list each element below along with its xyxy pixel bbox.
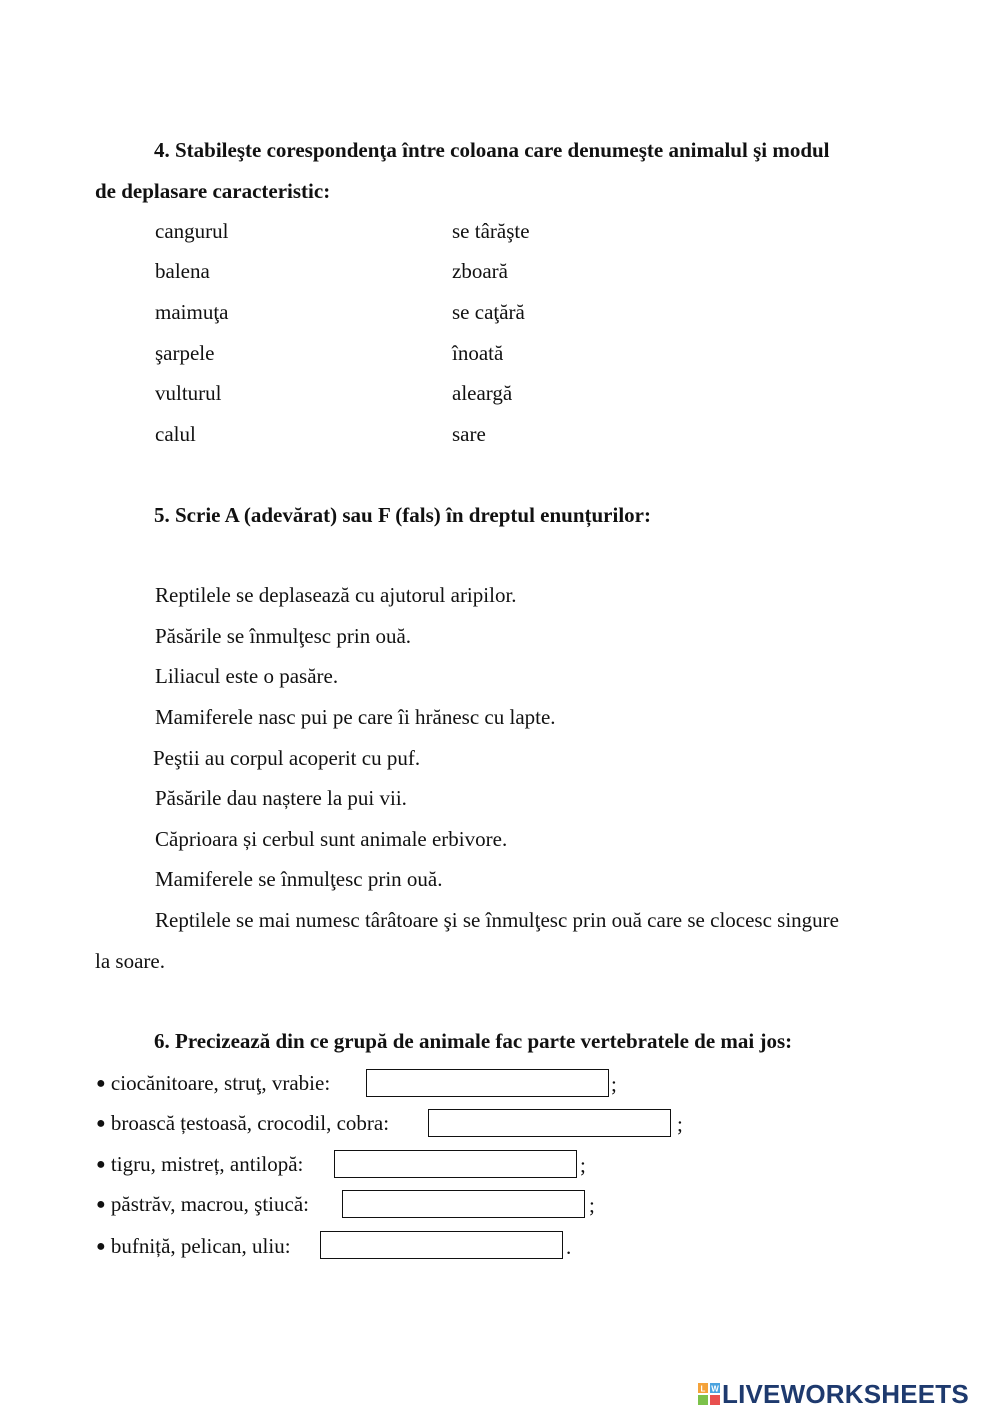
svg-text:W: W — [711, 1384, 719, 1394]
answer-box-reptiles[interactable] — [428, 1109, 671, 1137]
q4-heading-line2: de deplasare caracteristic: — [95, 179, 331, 203]
line-end: ; — [611, 1072, 617, 1096]
answer-box-birds[interactable] — [366, 1069, 609, 1097]
q6-item-label: ● bufniță, pelican, uliu: — [96, 1234, 291, 1258]
q6-item-label: ● broască țestoasă, crocodil, cobra: — [96, 1111, 390, 1135]
q4-movement[interactable]: înoată — [452, 341, 504, 365]
q5-statement-continuation: la soare. — [95, 949, 165, 973]
q5-statement: Liliacul este o pasăre. — [155, 664, 339, 688]
bullet-icon: ● — [96, 1238, 106, 1255]
q4-movement[interactable]: se caţără — [452, 300, 525, 324]
q4-animal[interactable]: vulturul — [155, 381, 222, 405]
bullet-icon: ● — [96, 1196, 106, 1213]
line-end: . — [566, 1235, 572, 1259]
q6-item-label: ● păstrăv, macrou, ştiucă: — [96, 1192, 309, 1216]
q5-heading: 5. Scrie A (adevărat) sau F (fals) în dreptul enunțurilor: — [154, 503, 651, 527]
q5-statement: Păsările dau naștere la pui vii. — [155, 786, 407, 810]
line-end: ; — [580, 1153, 586, 1177]
q4-animal[interactable]: şarpele — [155, 341, 215, 365]
q6-item-label: ● tigru, mistreț, antilopă: — [96, 1152, 304, 1176]
q4-heading-line1: 4. Stabileşte corespondenţa între coloana care denumeşte animalul şi modul — [154, 138, 830, 162]
q5-statement: Reptilele se deplasează cu ajutorul aripilor. — [155, 583, 517, 607]
q5-statement: Peştii au corpul acoperit cu puf. — [153, 746, 421, 770]
answer-box-mammals[interactable] — [334, 1150, 577, 1178]
q5-statement: Căprioara și cerbul sunt animale erbivore. — [155, 827, 508, 851]
q4-animal[interactable]: balena — [155, 259, 210, 283]
q4-movement[interactable]: se târăşte — [452, 219, 530, 243]
svg-text:L: L — [700, 1384, 706, 1394]
bullet-icon: ● — [96, 1075, 106, 1092]
q4-animal[interactable]: maimuţa — [155, 300, 229, 324]
q6-heading: 6. Precizează din ce grupă de animale fac parte vertebratele de mai jos: — [154, 1029, 793, 1053]
q4-movement[interactable]: sare — [452, 422, 486, 446]
q6-item-label: ● ciocănitoare, struţ, vrabie: — [96, 1071, 331, 1095]
q4-movement[interactable]: aleargă — [452, 381, 513, 405]
q5-statement: Mamiferele se înmulţesc prin ouă. — [155, 867, 443, 891]
q4-animal[interactable]: calul — [155, 422, 196, 446]
answer-box-fish[interactable] — [342, 1190, 585, 1218]
liveworksheets-brand-text: LIVEWORKSHEETS — [722, 1379, 969, 1409]
line-end: ; — [589, 1193, 595, 1217]
q5-statement: Păsările se înmulţesc prin ouă. — [155, 624, 412, 648]
line-end: ; — [677, 1112, 683, 1136]
q4-movement[interactable]: zboară — [452, 259, 508, 283]
q5-statement: Mamiferele nasc pui pe care îi hrănesc cu lapte. — [155, 705, 556, 729]
liveworksheets-logo-icon — [698, 1383, 720, 1405]
answer-box-birds-of-prey[interactable] — [320, 1231, 563, 1259]
bullet-icon: ● — [96, 1115, 106, 1132]
liveworksheets-logo[interactable] — [698, 1381, 969, 1407]
bullet-icon: ● — [96, 1156, 106, 1173]
q4-animal[interactable]: cangurul — [155, 219, 229, 243]
q5-statement: Reptilele se mai numesc târâtoare şi se înmulţesc prin ouă care se clocesc singure — [155, 908, 839, 932]
